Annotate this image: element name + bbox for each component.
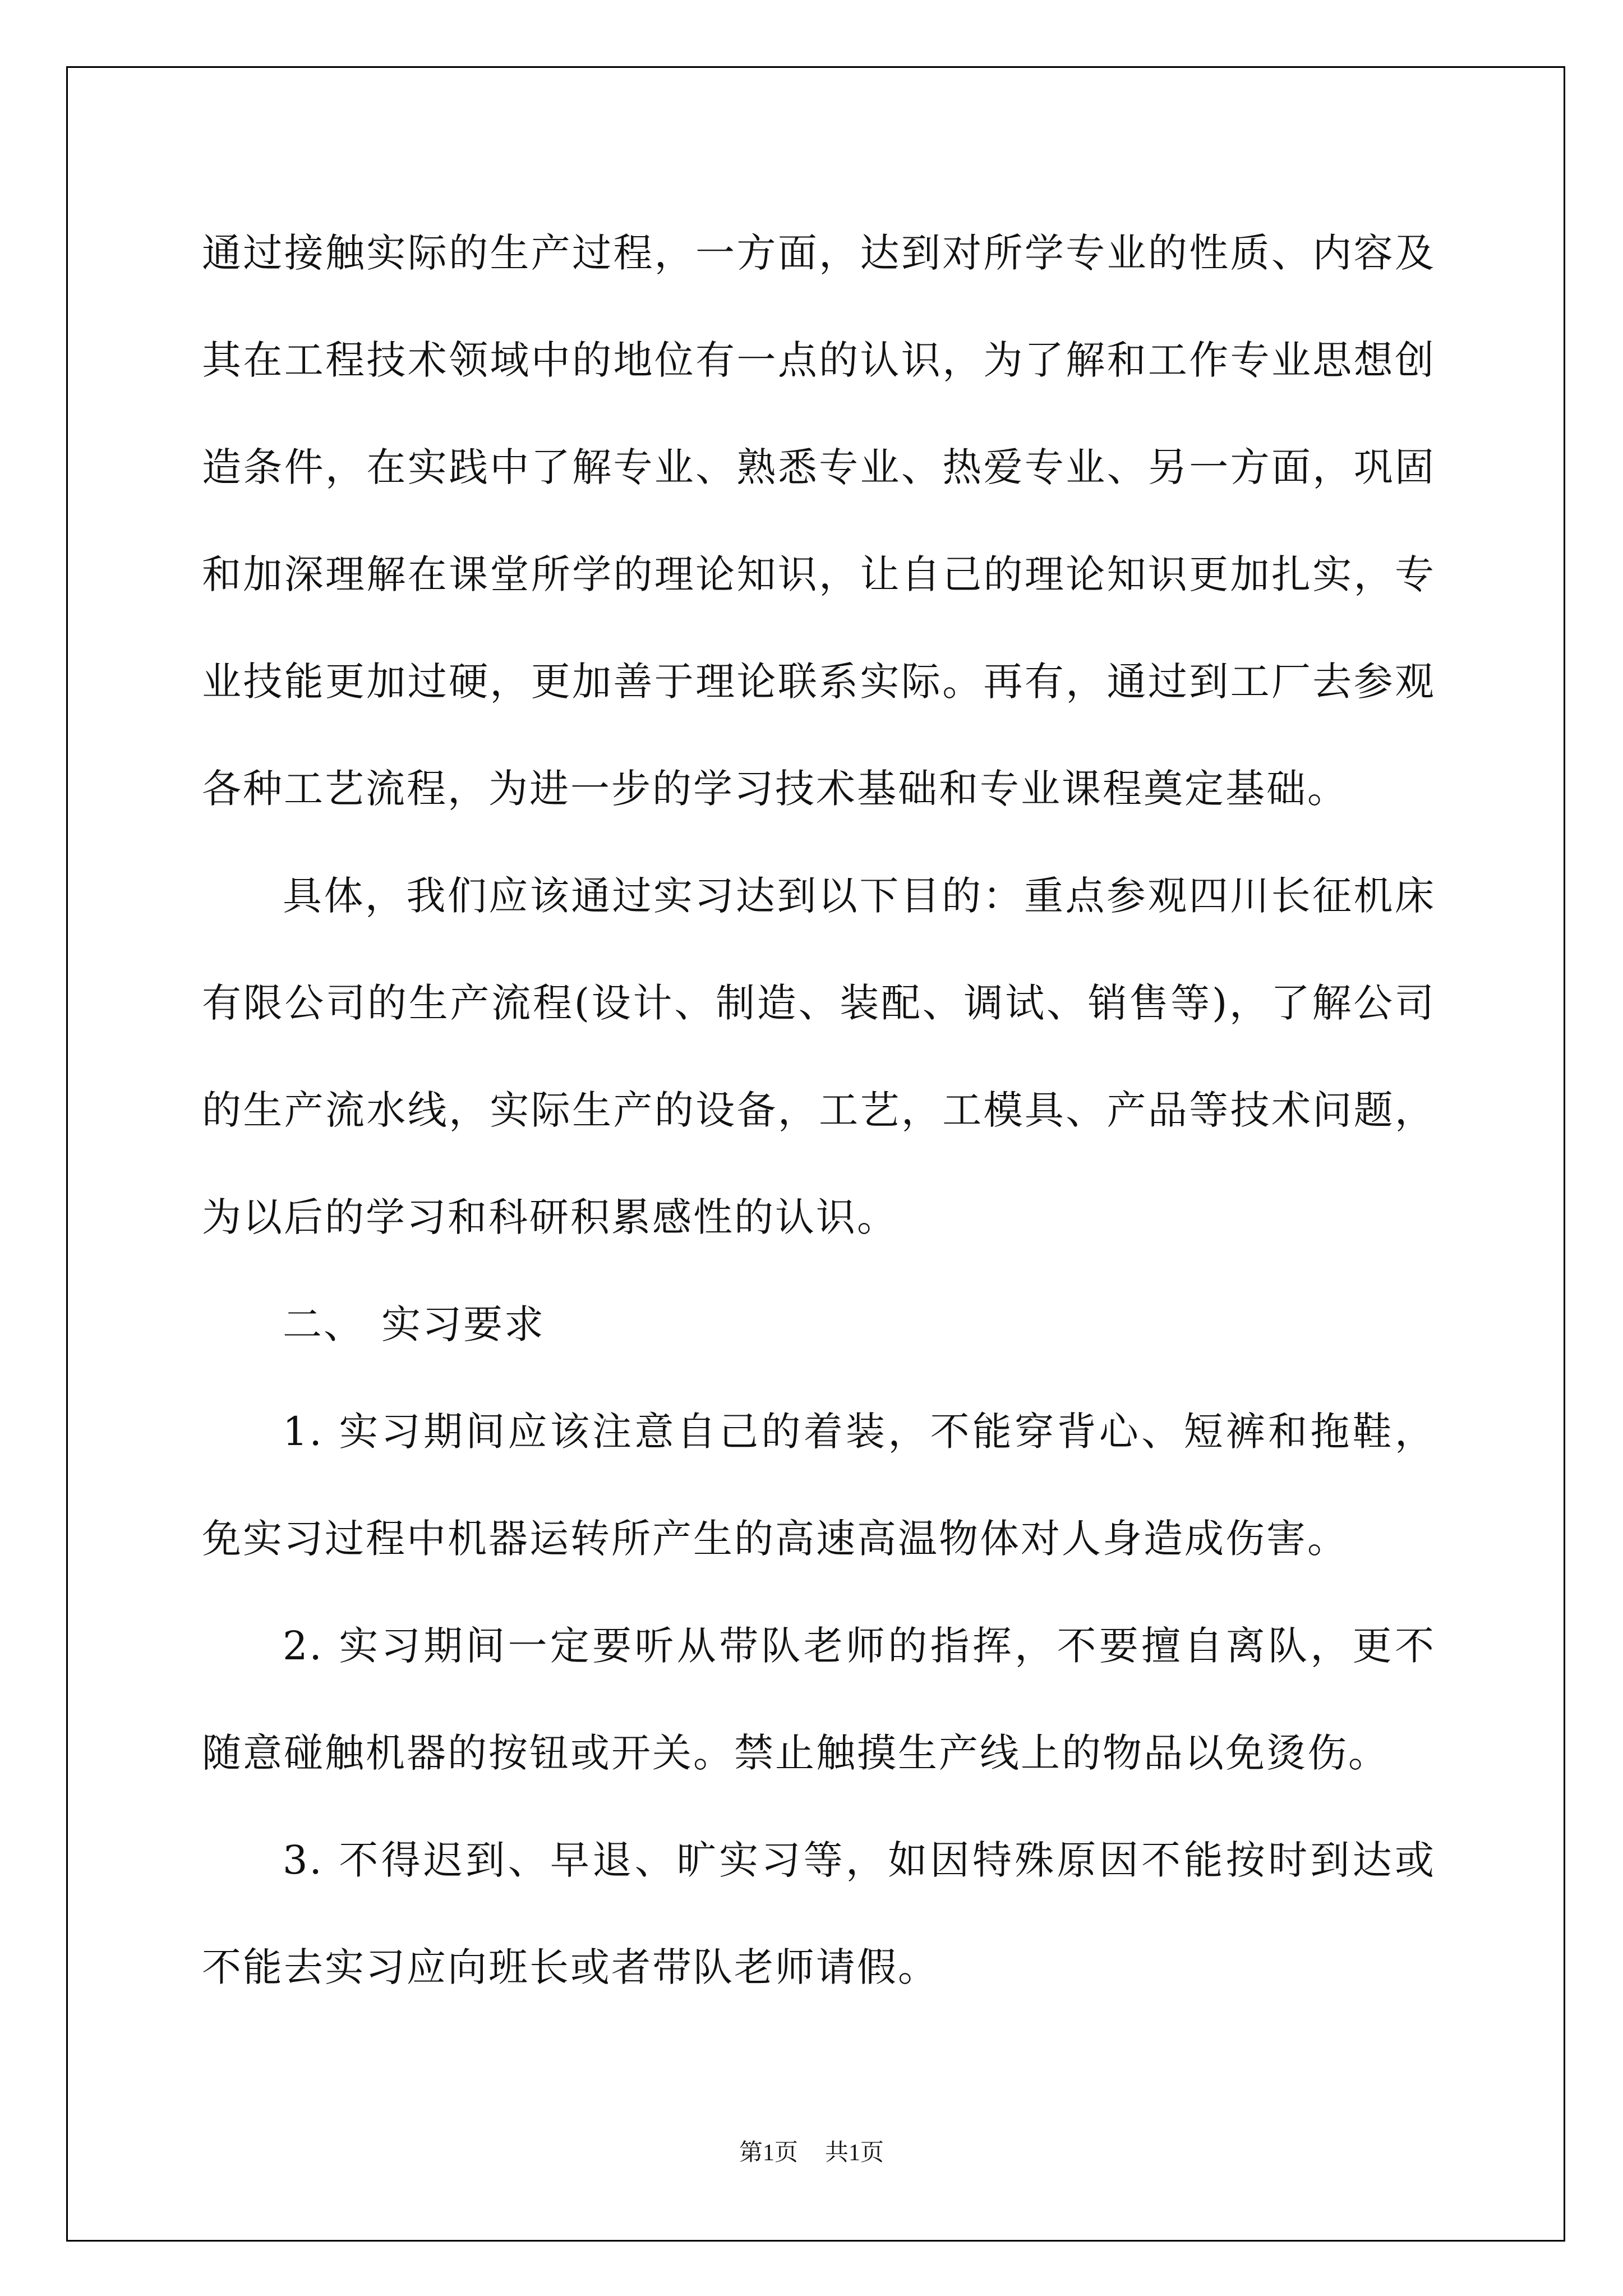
section-number: 二、: [283, 1301, 365, 1347]
requirement-item-1: [202, 1378, 1436, 1593]
page-footer: [0, 2137, 1623, 2169]
requirement-item-2: [202, 1593, 1436, 1807]
requirement-item-3: [202, 1807, 1436, 2021]
body-line: 通过接触实际的生产过程，一方面，达到对所学专业的性质、内容及: [202, 230, 1436, 276]
page-number: 第1页: [739, 2140, 798, 2166]
body-line: 2. 实习期间一定要听从带队老师的指挥，不要擅自离队，更不: [283, 1623, 1436, 1669]
paragraph-goals: [202, 843, 1436, 1271]
body-line: 其在工程技术领域中的地位有一点的认识，为了解和工作专业思想创: [202, 337, 1436, 383]
body-line: 造条件，在实践中了解专业、熟悉专业、热爱专业、另一方面，巩固: [202, 444, 1436, 490]
body-line: 不能去实习应向班长或者带队老师请假。: [202, 1944, 939, 1990]
body-line: 为以后的学习和科研积累感性的认识。: [202, 1194, 898, 1240]
body-line: 具体，我们应该通过实习达到以下目的：重点参观四川长征机床: [283, 873, 1436, 919]
paragraph-purpose: [202, 200, 1436, 843]
document-body: [202, 200, 1436, 2021]
section-heading: [202, 1271, 1436, 1378]
body-line: 业技能更加过硬，更加善于理论联系实际。再有，通过到工厂去参观: [202, 659, 1436, 705]
page-total: 共1页: [825, 2140, 884, 2166]
section-title: 实习要求: [381, 1301, 545, 1347]
body-line: 各种工艺流程，为进一步的学习技术基础和专业课程奠定基础。: [202, 766, 1348, 812]
body-line: 和加深理解在课堂所学的理论知识，让自己的理论知识更加扎实，专: [202, 551, 1436, 597]
body-line: 1. 实习期间应该注意自己的着装，不能穿背心、短裤和拖鞋，: [283, 1409, 1436, 1455]
body-line: 随意碰触机器的按钮或开关。禁止触摸生产线上的物品以免烫伤。: [202, 1730, 1389, 1776]
body-line: 有限公司的生产流程(设计、制造、装配、调试、销售等)，了解公司: [202, 980, 1436, 1026]
body-line: 免实习过程中机器运转所产生的高速高温物体对人身造成伤害。: [202, 1516, 1348, 1562]
body-line: 的生产流水线，实际生产的设备，工艺，工模具、产品等技术问题，: [202, 1087, 1436, 1133]
body-line: 3. 不得迟到、早退、旷实习等，如因特殊原因不能按时到达或: [283, 1837, 1436, 1883]
